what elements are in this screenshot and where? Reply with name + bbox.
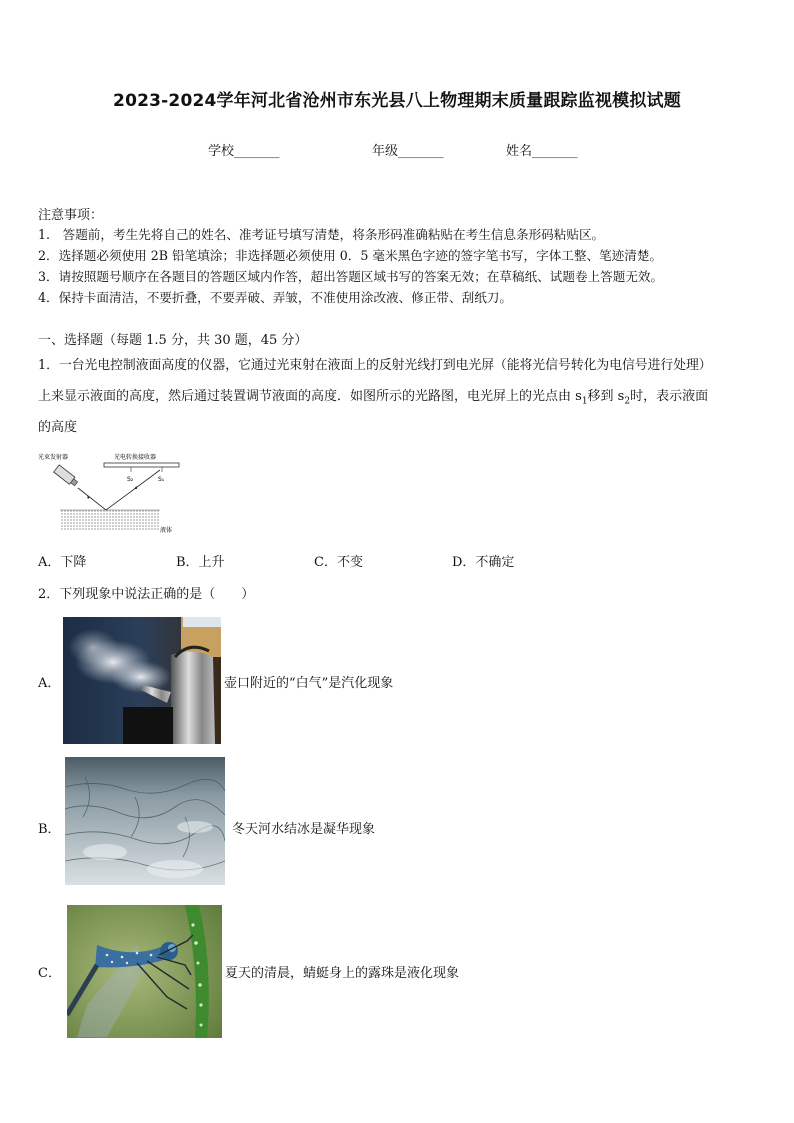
q2-option-a-letter: A． (38, 676, 61, 691)
q2-option-c-letter: C． (38, 966, 61, 981)
emitter-device (54, 465, 79, 487)
option-a: A．下降 (38, 555, 87, 570)
option-b: B．上升 (176, 555, 225, 570)
note-item: 1. 答题前，考生先将自己的姓名、准考证号填写清楚，将条形码准确粘贴在考生信息条形码粘贴区。 (38, 227, 605, 242)
s1-label: S₁ (158, 476, 165, 483)
receiver-label: 光电转换接收器 (114, 454, 157, 461)
note-item: 4．保持卡面清洁，不要折叠，不要弄破、弄皱，不准使用涂改液、修正带、刮纸刀。 (38, 290, 512, 305)
page-title: 2023-2024学年河北省沧州市东光县八上物理期末质量跟踪监视模拟试题 (113, 91, 681, 111)
option-d: D．不确定 (452, 555, 515, 570)
dragonfly-dew-photo (67, 905, 222, 1038)
question-1-line-1: 1．一台光电控制液面高度的仪器，它通过光束射在液面上的反射光线打到电光屏（能将光信号转化为电信号进行处理） (38, 358, 712, 373)
q2-option-b-letter: B． (38, 822, 61, 837)
incident-ray (78, 488, 106, 510)
question-2-stem: 2．下列现象中说法正确的是（ ） (38, 587, 255, 602)
light-path-figure (34, 450, 184, 536)
q2-option-b-text: 冬天河水结冰是凝华现象 (232, 822, 376, 837)
name-field: 姓名_______ (506, 144, 578, 159)
section-heading: 一、选择题（每题 1.5 分，共 30 题，45 分） (38, 333, 308, 348)
s2-label: S₂ (127, 476, 134, 483)
notes-heading: 注意事项： (38, 208, 104, 223)
emitter-label: 光束发射器 (38, 454, 69, 461)
question-1-line-2: 上来显示液面的高度，然后通过装置调节液面的高度．如图所示的光路图，电光屏上的光点由 $s_1$移到 $s_2$时，表示液面 (38, 389, 709, 407)
q2-option-a-text: 壶口附近的“白气”是汽化现象 (224, 676, 394, 691)
frozen-river-photo (65, 757, 225, 885)
school-field: 学校_______ (208, 144, 280, 159)
option-c: C．不变 (314, 555, 363, 570)
q2-option-c-text: 夏天的清晨，蜻蜓身上的露珠是液化现象 (225, 966, 460, 981)
grade-field: 年级_______ (372, 144, 444, 159)
receiver-screen (104, 463, 179, 467)
note-item: 2．选择题必须使用 2B 铅笔填涂；非选择题必须使用 0．5 毫米黑色字迹的签字笔书写，字体工整、笔迹清楚。 (38, 248, 663, 263)
question-1-line-3: 的高度 (38, 420, 78, 435)
liquid-surface (60, 510, 160, 530)
kettle-steam-photo (63, 617, 221, 744)
liquid-label: 液体 (160, 527, 173, 534)
note-item: 3．请按照题号顺序在各题目的答题区域内作答，超出答题区域书写的答案无效；在草稿纸、试题卷上答题无效。 (38, 269, 664, 284)
